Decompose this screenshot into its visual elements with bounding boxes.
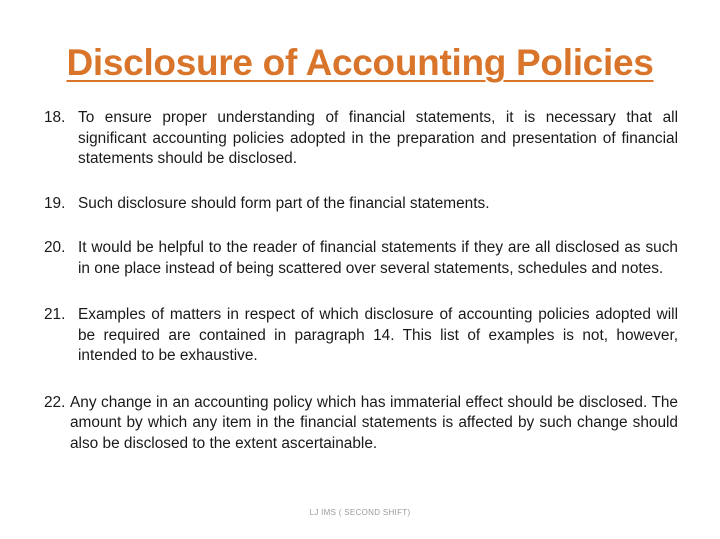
item-number: 19. — [44, 194, 66, 212]
item-text: To ensure proper understanding of financial statements, it is necessary that all significant accounting policies adopted in the preparation and presentation of financial statements should be disclosed. — [78, 109, 678, 167]
item-number: 18. — [44, 109, 66, 126]
list-item — [44, 393, 678, 455]
policy-list — [44, 108, 678, 454]
item-text: It would be helpful to the reader of financial statements if they are all disclosed as such in one place instead of being scattered over several statements, schedules and notes. — [78, 239, 678, 277]
item-number: 22. — [44, 393, 66, 411]
item-text: Such disclosure should form part of the financial statements. — [78, 194, 490, 212]
list-item — [44, 305, 678, 367]
list-item — [44, 194, 678, 215]
list-item — [44, 238, 678, 279]
item-text: Any change in an accounting policy which has immaterial effect should be disclosed. The amount by which any item in the financial statements is affected by such change should also be disclosed to the extent ascertainable. — [70, 393, 678, 452]
item-number: 20. — [44, 239, 66, 256]
slide-footer: LJ IMS ( SECOND SHIFT) — [309, 508, 411, 517]
item-text: Examples of matters in respect of which disclosure of accounting policies adopted will be required are contained in paragraph 14. This list of examples is not, however, intended to be exhaustive. — [78, 306, 678, 364]
item-number: 21. — [44, 306, 66, 323]
list-item — [44, 108, 678, 170]
slide-title: Disclosure of Accounting Policies — [66, 42, 654, 83]
